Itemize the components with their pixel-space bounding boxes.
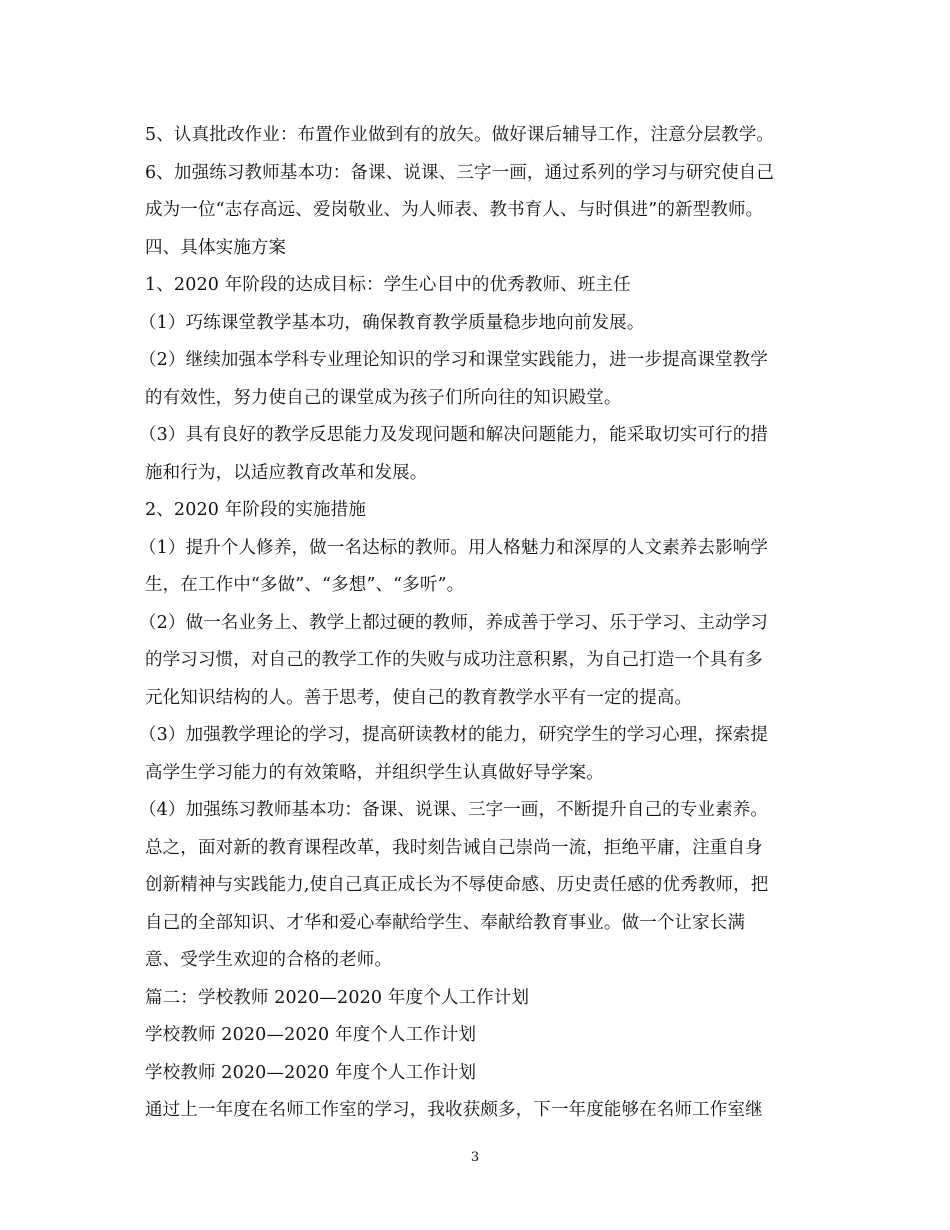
section-heading: 四、具体实施方案 (145, 237, 287, 258)
list-item: （3）加强教学理论的学习，提高研读教材的能力，研究学生的学习心理，探索提 (139, 725, 769, 745)
list-item: （1）提升个人修养，做一名达标的教师。用人格魅力和深厚的人文素养去影响学 (139, 537, 769, 558)
text-line: 元化知识结构的人。善于思考，使自己的教育教学水平有一定的提高。 (145, 687, 693, 708)
text-line: 意、受学生欢迎的合格的老师。 (145, 950, 393, 970)
text-line: 高学生学习能力的有效策略，并组织学生认真做好导学案。 (145, 762, 604, 783)
list-item: （1）巧练课堂教学基本功，确保教育教学质量稳步地向前发展。 (139, 312, 645, 333)
article-subtitle: 学校教师 2020—2020 年度个人工作计划 (145, 1062, 477, 1083)
text-line: 通过上一年度在名师工作室的学习，我收获颇多，下一年度能够在名师工作室继 (145, 1100, 763, 1120)
text-line: 5、认真批改作业：布置作业做到有的放矢。做好课后辅导工作，注意分层教学。 (145, 125, 775, 145)
list-item: （2）做一名业务上、教学上都过硬的教师，养成善于学习、乐于学习、主动学习 (139, 612, 769, 633)
document-body (139, 117, 810, 1130)
text-line: 施和行为，以适应教育改革和发展。 (145, 462, 428, 483)
subsection-heading: 1、2020 年阶段的达成目标：学生心目中的优秀教师、班主任 (145, 275, 631, 295)
text-line: 自己的全部知识、才华和爱心奉献给学生、奉献给教育事业。做一个让家长满 (145, 912, 746, 933)
list-item: （2）继续加强本学科专业理论知识的学习和课堂实践能力，进一步提高课堂教学 (139, 350, 769, 370)
text-line: 创新精神与实践能力,使自己真正成长为不辱使命感、历史责任感的优秀教师，把 (145, 875, 769, 895)
page-number: 3 (470, 1150, 480, 1165)
text-line: 成为一位“志存高远、爱岗敬业、为人师表、教书育人、与时俱进”的新型教师。 (145, 200, 764, 220)
text-line: 总之，面对新的教育课程改革，我时刻告诫自己崇尚一流，拒绝平庸，注重自身 (145, 837, 763, 858)
list-item: （4）加强练习教师基本功：备课、说课、三字一画，不断提升自己的专业素养。 (139, 800, 769, 820)
subsection-heading: 2、2020 年阶段的实施措施 (145, 500, 366, 520)
article-subtitle: 学校教师 2020—2020 年度个人工作计划 (145, 1025, 477, 1045)
list-item: （3）具有良好的教学反思能力及发现问题和解决问题能力，能采取切实可行的措 (139, 425, 769, 445)
text-line: 的有效性，努力使自己的课堂成为孩子们所向往的知识殿堂。 (145, 387, 622, 408)
text-line: 的学习习惯，对自己的教学工作的失败与成功注意积累，为自己打造一个具有多 (145, 650, 763, 670)
article-title: 篇二：学校教师 2020—2020 年度个人工作计划 (145, 987, 530, 1008)
text-line: 6、加强练习教师基本功：备课、说课、三字一画，通过系列的学习与研究使自己 (145, 162, 775, 183)
text-line: 生，在工作中“多做”、“多想”、“多听”。 (145, 575, 465, 595)
